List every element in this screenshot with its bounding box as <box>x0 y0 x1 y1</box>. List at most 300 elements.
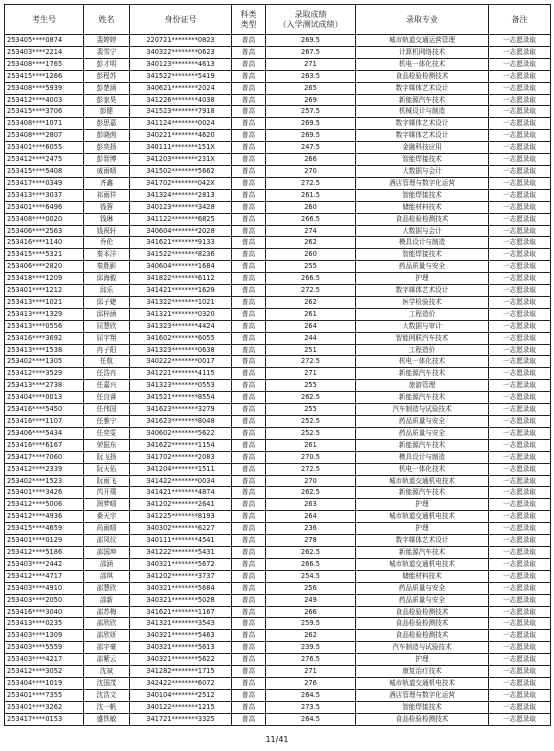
cell-exam-no: 253403****4217 <box>5 654 84 666</box>
cell-score: 257.5 <box>266 106 356 118</box>
cell-score: 264.5 <box>266 689 356 701</box>
cell-category: 普高 <box>232 237 266 249</box>
cell-major: 食品检验检测技术 <box>356 618 489 630</box>
cell-note: 一志愿录取 <box>489 582 551 594</box>
cell-score: 261.5 <box>266 189 356 201</box>
cell-note: 一志愿录取 <box>489 237 551 249</box>
cell-note: 一志愿录取 <box>489 201 551 213</box>
cell-id-no: 341204********1511 <box>130 463 232 475</box>
cell-id-no: 341822********6112 <box>130 273 232 285</box>
header-note: 备注 <box>489 5 551 35</box>
cell-note: 一志愿录取 <box>489 546 551 558</box>
cell-major: 数字媒体艺术设计 <box>356 118 489 130</box>
cell-note: 一志愿录取 <box>489 285 551 297</box>
cell-category: 普高 <box>232 344 266 356</box>
cell-exam-no: 253408****2807 <box>5 130 84 142</box>
cell-score: 272.5 <box>266 177 356 189</box>
cell-note: 一志愿录取 <box>489 451 551 463</box>
cell-note: 一志愿录取 <box>489 106 551 118</box>
cell-category: 普高 <box>232 642 266 654</box>
table-row <box>5 165 551 177</box>
cell-category: 普高 <box>232 213 266 225</box>
admission-list-table <box>4 4 551 726</box>
cell-id-no: 340604********1684 <box>130 261 232 273</box>
cell-score: 269.5 <box>266 130 356 142</box>
cell-major: 计算机网络技术 <box>356 46 489 58</box>
cell-exam-no: 253412****4003 <box>5 94 84 106</box>
cell-note: 一志愿录取 <box>489 463 551 475</box>
cell-note: 一志愿录取 <box>489 35 551 47</box>
table-row <box>5 416 551 428</box>
cell-id-no: 341522********5419 <box>130 70 232 82</box>
cell-major: 智能焊接技术 <box>356 249 489 261</box>
cell-exam-no: 253413****1329 <box>5 308 84 320</box>
cell-major: 智能焊接技术 <box>356 154 489 166</box>
cell-name: 彭程苏 <box>84 70 130 82</box>
table-row <box>5 213 551 225</box>
table-row <box>5 58 551 70</box>
cell-exam-no: 253401****6055 <box>5 142 84 154</box>
table-row <box>5 70 551 82</box>
cell-name: 戚雨晴 <box>84 165 130 177</box>
table-row <box>5 570 551 582</box>
cell-score: 269.5 <box>266 35 356 47</box>
cell-exam-no: 253415****5408 <box>5 165 84 177</box>
cell-major: 大数据与会计 <box>356 225 489 237</box>
cell-id-no: 341422********0034 <box>130 475 232 487</box>
cell-major: 食品检验检测技术 <box>356 70 489 82</box>
cell-id-no: 341124********0024 <box>130 118 232 130</box>
cell-id-no: 220721********0823 <box>130 35 232 47</box>
cell-id-no: 340321********5622 <box>130 654 232 666</box>
table-row <box>5 713 551 725</box>
cell-score: 252.5 <box>266 416 356 428</box>
cell-major: 护理 <box>356 654 489 666</box>
cell-score: 262.5 <box>266 546 356 558</box>
cell-exam-no: 253413****1538 <box>5 344 84 356</box>
cell-name: 尚雨晴 <box>84 523 130 535</box>
cell-name: 钱祝轩 <box>84 225 130 237</box>
cell-score: 255 <box>266 404 356 416</box>
cell-name: 沈斌 <box>84 666 130 678</box>
cell-id-no: 341721********3325 <box>130 713 232 725</box>
cell-note: 一志愿录取 <box>489 713 551 725</box>
cell-major: 药品质量与安全 <box>356 416 489 428</box>
cell-exam-no: 253412****5186 <box>5 546 84 558</box>
cell-major: 数字媒体艺术设计 <box>356 535 489 547</box>
cell-score: 263 <box>266 499 356 511</box>
cell-id-no: 340104********2512 <box>130 689 232 701</box>
cell-score: 255 <box>266 380 356 392</box>
cell-category: 普高 <box>232 356 266 368</box>
cell-major: 智能网联汽车技术 <box>356 332 489 344</box>
cell-category: 普高 <box>232 427 266 439</box>
cell-note: 一志愿录取 <box>489 344 551 356</box>
cell-name: 屈宇翔 <box>84 332 130 344</box>
cell-category: 普高 <box>232 677 266 689</box>
cell-name: 冉子阳 <box>84 344 130 356</box>
cell-note: 一志愿录取 <box>489 320 551 332</box>
table-header <box>5 5 551 35</box>
cell-note: 一志愿录取 <box>489 130 551 142</box>
header-score: 录取成绩 （入学测试成绩） <box>266 5 356 35</box>
cell-major: 机电一体化技术 <box>356 463 489 475</box>
cell-id-no: 340123********4613 <box>130 58 232 70</box>
cell-name: 任雅宁 <box>84 416 130 428</box>
cell-category: 普高 <box>232 463 266 475</box>
cell-score: 266 <box>266 606 356 618</box>
cell-id-no: 341202********2641 <box>130 499 232 511</box>
table-row <box>5 594 551 606</box>
cell-major: 药品质量与安全 <box>356 582 489 594</box>
table-row <box>5 35 551 47</box>
cell-major: 储能材料技术 <box>356 201 489 213</box>
cell-note: 一志愿录取 <box>489 225 551 237</box>
cell-score: 272.5 <box>266 285 356 297</box>
cell-id-no: 341202********3737 <box>130 570 232 582</box>
cell-id-no: 341621********9133 <box>130 237 232 249</box>
cell-name: 邵涵 <box>84 558 130 570</box>
cell-major: 护理 <box>356 499 489 511</box>
cell-id-no: 341602********6055 <box>130 332 232 344</box>
cell-exam-no: 253413****0556 <box>5 320 84 332</box>
cell-name: 邵凤仪 <box>84 535 130 547</box>
cell-id-no: 340302********6227 <box>130 523 232 535</box>
cell-score: 273.5 <box>266 701 356 713</box>
cell-name: 彭思嘉 <box>84 118 130 130</box>
cell-note: 一志愿录取 <box>489 630 551 642</box>
cell-note: 一志愿录取 <box>489 142 551 154</box>
table-row <box>5 523 551 535</box>
cell-score: 276.5 <box>266 654 356 666</box>
cell-id-no: 341203********231X <box>130 154 232 166</box>
table-row <box>5 511 551 523</box>
cell-exam-no: 253416****3692 <box>5 332 84 344</box>
table-row <box>5 177 551 189</box>
cell-score: 267.5 <box>266 46 356 58</box>
cell-name: 邵欣欣 <box>84 618 130 630</box>
cell-exam-no: 253415****5321 <box>5 249 84 261</box>
cell-id-no: 340222********0017 <box>130 356 232 368</box>
page-number: 11/41 <box>265 735 289 744</box>
table-row <box>5 677 551 689</box>
table-row <box>5 666 551 678</box>
cell-score: 271 <box>266 666 356 678</box>
cell-score: 272.5 <box>266 463 356 475</box>
cell-note: 一志愿录取 <box>489 177 551 189</box>
cell-major: 新能源汽车技术 <box>356 94 489 106</box>
table-row <box>5 237 551 249</box>
cell-id-no: 341221********4115 <box>130 368 232 380</box>
cell-major: 城市轨道交通机电技术 <box>356 558 489 570</box>
table-row <box>5 630 551 642</box>
cell-major: 护理 <box>356 523 489 535</box>
cell-category: 普高 <box>232 546 266 558</box>
cell-category: 普高 <box>232 177 266 189</box>
cell-note: 一志愿录取 <box>489 165 551 177</box>
table-row <box>5 368 551 380</box>
cell-note: 一志愿录取 <box>489 392 551 404</box>
cell-exam-no: 253413****2738 <box>5 380 84 392</box>
cell-name: 屈慧欣 <box>84 320 130 332</box>
cell-note: 一志愿录取 <box>489 618 551 630</box>
cell-name: 彭健 <box>84 106 130 118</box>
cell-score: 266.5 <box>266 273 356 285</box>
cell-name: 邵欣妍 <box>84 630 130 642</box>
cell-id-no: 341522********8236 <box>130 249 232 261</box>
cell-major: 旅游管理 <box>356 380 489 392</box>
cell-major: 机电一体化技术 <box>356 356 489 368</box>
cell-major: 护理 <box>356 273 489 285</box>
header-category: 科类 类型 <box>232 5 266 35</box>
cell-score: 251 <box>266 344 356 356</box>
cell-category: 普高 <box>232 689 266 701</box>
table-row <box>5 380 551 392</box>
cell-score: 265 <box>266 82 356 94</box>
cell-score: 264 <box>266 320 356 332</box>
table-row <box>5 558 551 570</box>
cell-id-no: 341323********4424 <box>130 320 232 332</box>
header-major: 录取专业 <box>356 5 489 35</box>
cell-score: 278 <box>266 535 356 547</box>
cell-category: 普高 <box>232 58 266 70</box>
cell-category: 普高 <box>232 189 266 201</box>
cell-category: 普高 <box>232 666 266 678</box>
cell-note: 一志愿录取 <box>489 46 551 58</box>
cell-major: 汽车制造与试验技术 <box>356 642 489 654</box>
cell-exam-no: 253408****1765 <box>5 58 84 70</box>
cell-exam-no: 253413****0235 <box>5 618 84 630</box>
table-row <box>5 308 551 320</box>
cell-category: 普高 <box>232 439 266 451</box>
table-row <box>5 701 551 713</box>
cell-id-no: 340123********3428 <box>130 201 232 213</box>
cell-score: 236 <box>266 523 356 535</box>
cell-note: 一志愿录取 <box>489 475 551 487</box>
cell-name: 邵慧欣 <box>84 582 130 594</box>
cell-name: 彭楚涵 <box>84 82 130 94</box>
cell-score: 264 <box>266 511 356 523</box>
table-row <box>5 261 551 273</box>
cell-name: 邵紫云 <box>84 654 130 666</box>
cell-exam-no: 253403****2442 <box>5 558 84 570</box>
cell-name: 邱子婕 <box>84 296 130 308</box>
table-row <box>5 106 551 118</box>
cell-id-no: 341421********4874 <box>130 487 232 499</box>
cell-name: 裴婷婷 <box>84 35 130 47</box>
table-row <box>5 606 551 618</box>
cell-category: 普高 <box>232 475 266 487</box>
cell-score: 260 <box>266 249 356 261</box>
cell-score: 247.5 <box>266 142 356 154</box>
cell-score: 244 <box>266 332 356 344</box>
cell-name: 祁雨祥 <box>84 189 130 201</box>
cell-category: 普高 <box>232 511 266 523</box>
cell-score: 262 <box>266 296 356 308</box>
cell-id-no: 341702********042X <box>130 177 232 189</box>
cell-major: 工程造价 <box>356 344 489 356</box>
cell-id-no: 342422********6072 <box>130 677 232 689</box>
admission-list-table-container <box>4 4 550 726</box>
cell-exam-no: 253412****3529 <box>5 368 84 380</box>
cell-category: 普高 <box>232 82 266 94</box>
cell-exam-no: 253408****0020 <box>5 213 84 225</box>
cell-note: 一志愿录取 <box>489 654 551 666</box>
cell-name: 钱蓉 <box>84 201 130 213</box>
table-row <box>5 142 551 154</box>
cell-score: 271 <box>266 58 356 70</box>
table-row <box>5 273 551 285</box>
cell-category: 普高 <box>232 142 266 154</box>
cell-note: 一志愿录取 <box>489 189 551 201</box>
cell-id-no: 341622********1154 <box>130 439 232 451</box>
cell-score: 269.5 <box>266 118 356 130</box>
cell-category: 普高 <box>232 154 266 166</box>
cell-name: 荣振东 <box>84 439 130 451</box>
table-row <box>5 654 551 666</box>
cell-score: 256 <box>266 582 356 594</box>
cell-exam-no: 253401****1212 <box>5 285 84 297</box>
cell-score: 261 <box>266 439 356 451</box>
cell-name: 沈浩文 <box>84 689 130 701</box>
cell-note: 一志愿录取 <box>489 154 551 166</box>
cell-major: 食品检验检测技术 <box>356 630 489 642</box>
cell-name: 阮雨飞 <box>84 475 130 487</box>
cell-exam-no: 253406****2563 <box>5 225 84 237</box>
cell-major: 酒店管理与数字化运营 <box>356 689 489 701</box>
cell-exam-no: 253406****5434 <box>5 427 84 439</box>
cell-exam-no: 253412****4936 <box>5 511 84 523</box>
cell-exam-no: 253413****1021 <box>5 296 84 308</box>
cell-exam-no: 253416****1107 <box>5 416 84 428</box>
cell-id-no: 341225********8193 <box>130 511 232 523</box>
cell-exam-no: 253401****3426 <box>5 487 84 499</box>
table-row <box>5 118 551 130</box>
cell-category: 普高 <box>232 618 266 630</box>
header-id-no: 身份证号 <box>130 5 232 35</box>
cell-category: 普高 <box>232 582 266 594</box>
cell-score: 259.5 <box>266 618 356 630</box>
cell-major: 新能源汽车技术 <box>356 368 489 380</box>
cell-id-no: 340604********2028 <box>130 225 232 237</box>
cell-score: 254.5 <box>266 570 356 582</box>
table-body <box>5 35 551 726</box>
cell-name: 盛铁敏 <box>84 713 130 725</box>
table-row <box>5 451 551 463</box>
cell-name: 沈国茂 <box>84 677 130 689</box>
cell-category: 普高 <box>232 332 266 344</box>
cell-note: 一志愿录取 <box>489 523 551 535</box>
cell-category: 普高 <box>232 606 266 618</box>
cell-name: 邵苏梅 <box>84 606 130 618</box>
cell-note: 一志愿录取 <box>489 499 551 511</box>
cell-exam-no: 253404****1019 <box>5 677 84 689</box>
cell-exam-no: 253402****1523 <box>5 475 84 487</box>
cell-major: 食品检验检测技术 <box>356 606 489 618</box>
cell-id-no: 341322********1021 <box>130 296 232 308</box>
cell-score: 266 <box>266 154 356 166</box>
cell-score: 274 <box>266 225 356 237</box>
cell-exam-no: 253406****2820 <box>5 261 84 273</box>
cell-major: 机电一体化技术 <box>356 58 489 70</box>
cell-major: 城市轨道交通机电技术 <box>356 475 489 487</box>
cell-note: 一志愿录取 <box>489 416 551 428</box>
cell-major: 数字媒体艺术设计 <box>356 130 489 142</box>
cell-category: 普高 <box>232 630 266 642</box>
cell-id-no: 340111********4541 <box>130 535 232 547</box>
cell-category: 普高 <box>232 487 266 499</box>
table-row <box>5 320 551 332</box>
table-row <box>5 285 551 297</box>
cell-major: 储能材料技术 <box>356 570 489 582</box>
cell-name: 任浩冉 <box>84 368 130 380</box>
cell-exam-no: 253416****1140 <box>5 237 84 249</box>
cell-id-no: 340602********5622 <box>130 427 232 439</box>
cell-score: 262 <box>266 237 356 249</box>
cell-exam-no: 253402****1305 <box>5 356 84 368</box>
table-row <box>5 225 551 237</box>
table-row <box>5 332 551 344</box>
cell-exam-no: 253401****7355 <box>5 689 84 701</box>
cell-category: 普高 <box>232 404 266 416</box>
cell-name: 邱海毅 <box>84 273 130 285</box>
cell-note: 一志愿录取 <box>489 118 551 130</box>
cell-note: 一志愿录取 <box>489 439 551 451</box>
cell-major: 汽车制造与试验技术 <box>356 404 489 416</box>
cell-note: 一志愿录取 <box>489 666 551 678</box>
cell-category: 普高 <box>232 165 266 177</box>
cell-note: 一志愿录取 <box>489 380 551 392</box>
table-row <box>5 689 551 701</box>
cell-name: 任良睿 <box>84 392 130 404</box>
cell-major: 城市轨道交通机电技术 <box>356 677 489 689</box>
cell-name: 乔伦 <box>84 237 130 249</box>
cell-name: 彭家昊 <box>84 94 130 106</box>
cell-note: 一志愿录取 <box>489 535 551 547</box>
cell-category: 普高 <box>232 130 266 142</box>
cell-score: 255 <box>266 261 356 273</box>
cell-id-no: 340621********2024 <box>130 82 232 94</box>
cell-note: 一志愿录取 <box>489 594 551 606</box>
cell-name: 秦本洋 <box>84 249 130 261</box>
cell-major: 城市轨道交通运营管理 <box>356 35 489 47</box>
cell-score: 260 <box>266 201 356 213</box>
cell-major: 智能焊接技术 <box>356 189 489 201</box>
cell-note: 一志愿录取 <box>489 701 551 713</box>
cell-category: 普高 <box>232 713 266 725</box>
cell-major: 数字媒体艺术设计 <box>356 285 489 297</box>
cell-score: 271 <box>266 368 356 380</box>
cell-note: 一志愿录取 <box>489 70 551 82</box>
cell-name: 邵琪 <box>84 570 130 582</box>
cell-exam-no: 253416****6167 <box>5 439 84 451</box>
cell-id-no: 341623********8048 <box>130 416 232 428</box>
cell-score: 264.5 <box>266 713 356 725</box>
cell-score: 270 <box>266 165 356 177</box>
cell-major: 康复治疗技术 <box>356 666 489 678</box>
cell-exam-no: 253404****0013 <box>5 392 84 404</box>
cell-exam-no: 253405****0874 <box>5 35 84 47</box>
table-row <box>5 189 551 201</box>
cell-note: 一志愿录取 <box>489 606 551 618</box>
cell-exam-no: 253401****3262 <box>5 701 84 713</box>
cell-name: 秦胜影 <box>84 261 130 273</box>
cell-note: 一志愿录取 <box>489 427 551 439</box>
cell-category: 普高 <box>232 261 266 273</box>
cell-score: 261 <box>266 308 356 320</box>
cell-exam-no: 253415****1266 <box>5 70 84 82</box>
cell-category: 普高 <box>232 499 266 511</box>
